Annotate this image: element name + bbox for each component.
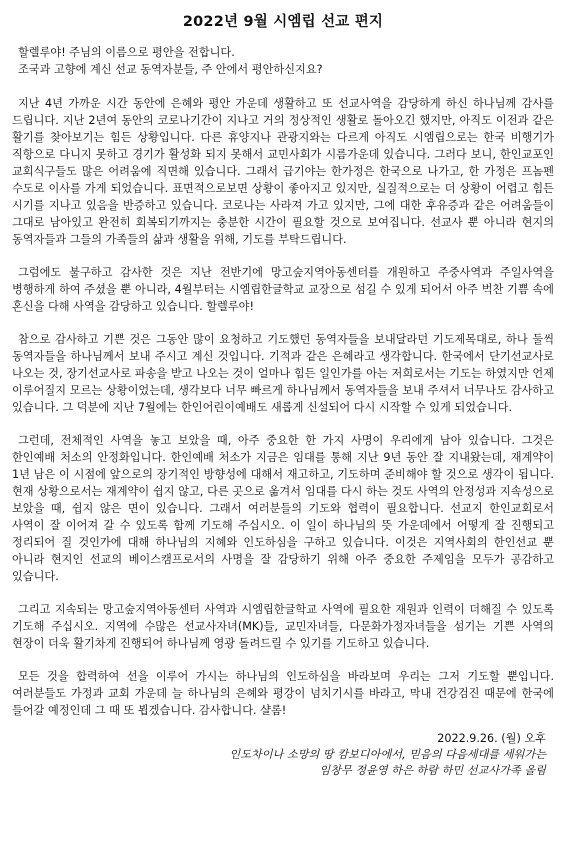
- paragraph-3: 참으로 감사하고 기쁜 것은 그동안 많이 요청하고 기도했던 동역자들을 보내달라던 기도제목대로, 하나 둘씩 동역자들을 하나님께서 보내 주시고 계신 것입니다. 기적과 같은 은혜라고 생각합니다. 한국에서 단기선교사로 나오는 것, 장기선교사로 파송을 받고 나오는 것이 얼마나 힘든 일인가를 아는 저희로서는 기도는 하였지만 언제 이루어질지 모르는 상황이었는데, 생각보다 너무 빠르게 하나님께서 동역자들을 보내 주셔서 너무나도 감사하고 있습니다. 그 덕분에 지난 7월에는 한인어린이예배도 새롭게 신설되어 다시 시작할 수 있게 되었습니다.: [12, 333, 554, 414]
- paragraph-6: 모든 것을 합력하여 선을 이루어 가시는 하나님의 인도하심을 바라보며 우리는 그저 기도할 뿐입니다. 여러분들도 가정과 교회 가운데 늘 하나님의 은혜와 평강이 넘치기시를 바라고, 막내 건강검진 때문에 한국에 들어갈 예정인데 그 때 또 뵙겠습니다. 감사합니다. 샬롬!: [12, 670, 554, 717]
- signature-line-2: 임창무 정윤영 하은 하람 하민 선교사가족 올림: [319, 764, 546, 777]
- letter-title: 2022년 9월 시엠립 선교 편지: [182, 14, 384, 30]
- greeting: [12, 44, 554, 78]
- signature-block: [12, 731, 554, 779]
- paragraph-1: 지난 4년 가까운 시간 동안에 은혜와 평안 가운데 생활하고 또 선교사역을 감당하게 하신 하나님께 감사를 드립니다. 지난 2년여 동안의 코로나기간이 지나고 거의 정상적인 생활로 돌아오긴 했지만, 아직도 이전과 같은 활기를 찾아보기는 힘든 상황입니다. 다른 휴양지나 관광지와는 다르게 아직도 시엠립으로는 한국 비행기가 직항으로 다니지 못하고 경기가 활성화 되지 못해서 교민사회가 시름가운데 있습니다. 그러다 보니, 한인교포인 교회식구들도 많은 어려움에 직면해 있습니다. 그래서 급기야는 한가정은 한국으로 나가고, 한 가정은 프놈펜 수도로 이사를 가게 되었습니다. 표면적으로보면 상황이 좋아지고 있지만, 실질적으로는 더 상황이 어렵고 힘든 시기를 지나고 있음을 반증하고 있습니다. 코로나는 사라져 가고 있지만, 그에 대한 후유증과 같은 어려움들이 그대로 남아있고 완전히 회복되기까지는 충분한 시간이 필요할 것으로 보여집니다. 선교사 뿐 아니라 현지의 동역자들과 그들의 가족들의 삶과 생활을 위해, 기도를 부탁드립니다.: [12, 97, 554, 246]
- paragraph-5: 그리고 지속되는 망고숲지역아동센터 사역과 시엠립한글학교 사역에 필요한 재원과 인력이 더해질 수 있도록 기도해 주십시오. 지역에 수많은 선교사자녀(MK)들, 교민자녀들, 다문화가정자녀들을 섬기는 기쁜 사역의 현장이 더욱 활기차게 진행되어 하나님께 영광 돌려드릴 수 있기를 기도하고 있습니다.: [12, 603, 554, 650]
- letter-date: 2022.9.26. (월) 오후: [437, 732, 546, 745]
- greeting-line-1: 할렐루야! 주님의 이름으로 평안을 전합니다.: [18, 46, 235, 59]
- paragraph-2: 그럼에도 불구하고 감사한 것은 지난 전반기에 망고숲지역아동센터를 개원하고 주중사역과 주일사역을 병행하게 하여 주셨을 뿐 아니라, 4월부터는 시엠립한글학교 교장으로 섬길 수 있게 되어서 아주 벅찬 기쁨 속에 혼신을 다해 사역을 감당하고 있습니다. 할렐루야!: [12, 266, 554, 313]
- greeting-line-2: 조국과 고향에 계신 선교 동역자분들, 주 안에서 평안하신지요?: [18, 63, 323, 76]
- paragraph-4: 그런데, 전체적인 사역을 놓고 보았을 때, 아주 중요한 한 가지 사명이 우리에게 남아 있습니다. 그것은 한인예배 처소의 안정화입니다. 한인예배 처소가 지금은 임대를 통해 지난 9년 동안 잘 지내왔는데, 재계약이 1년 남은 이 시점에 앞으로의 장기적인 방향성에 대해서 재고하고, 기도하며 준비해야 할 것으로 생각이 됩니다. 현재 상황으로서는 재계약이 쉽지 않고, 다른 곳으로 옮겨서 임대를 다시 하는 것도 사역의 안정성과 지속성으로 보았을 때, 쉽지 않은 면이 있습니다. 그래서 여러분들의 기도와 협력이 필요합니다. 선교지 한인교회로서 사역이 잘 이어져 갈 수 있도록 함께 기도해 주십시오. 이 일이 하나님의 뜻 가운데에서 어떻게 잘 진행되고 정리되어 질 것인가에 대해 하나님의 지혜와 인도하심을 구하고 있습니다. 이것은 지역사회의 한인선교 뿐 아니라 현지인 선교의 베이스캠프로서의 사명을 잘 감당하기 위해 아주 중요한 주제임을 모두가 공감하고 있습니다.: [12, 434, 554, 583]
- signature-line-1: 인도차이나 소망의 땅 캄보디아에서, 믿음의 다음세대를 세워가는: [229, 748, 546, 761]
